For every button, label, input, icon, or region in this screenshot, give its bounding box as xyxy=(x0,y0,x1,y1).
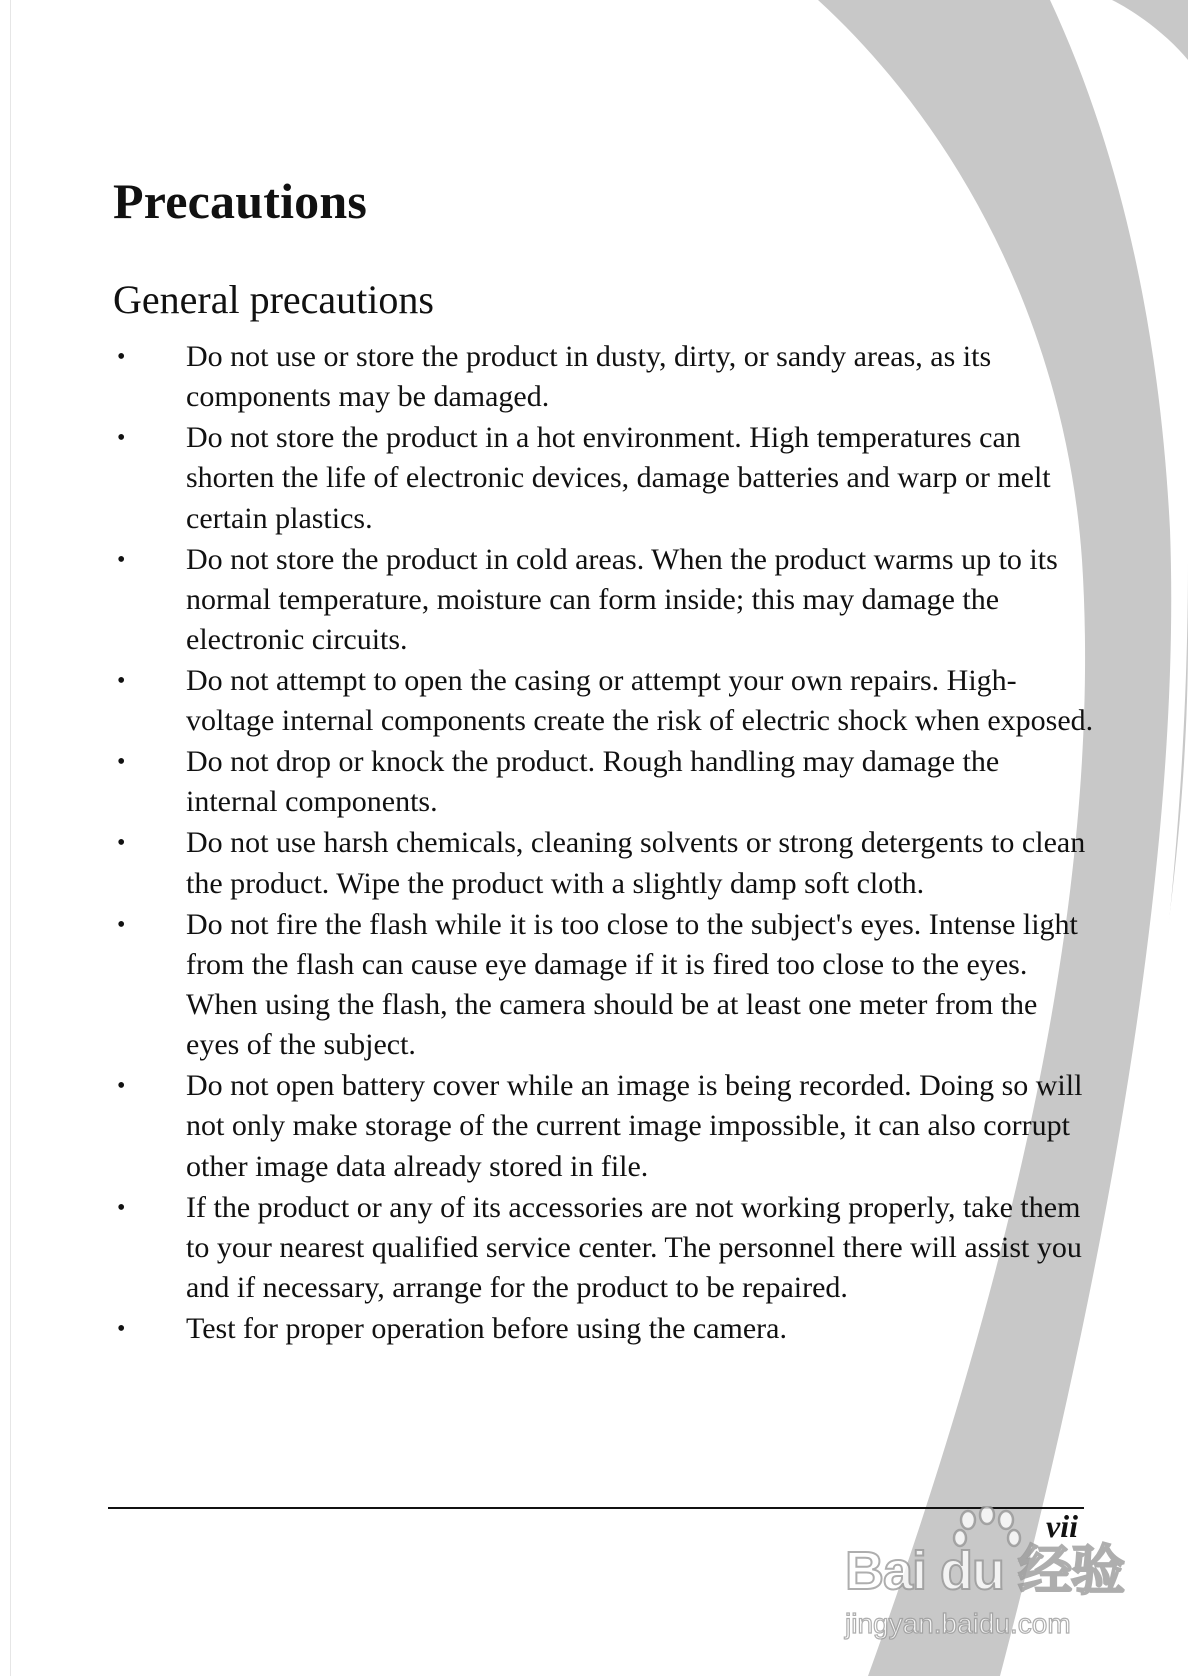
bullet: • xyxy=(117,911,126,938)
list-item-text: Do not open battery cover while an image is being recorded. Doing so will not only make storage of the current image impossible, it can also corrupt other image data already stored in file. xyxy=(186,1069,1083,1183)
list-item xyxy=(113,823,1098,903)
list-item xyxy=(113,1066,1098,1187)
list-item xyxy=(113,337,1098,417)
precautions-list xyxy=(113,337,1098,1350)
list-item xyxy=(113,661,1098,741)
bullet: • xyxy=(117,1316,126,1343)
bullet: • xyxy=(117,830,126,857)
list-item xyxy=(113,540,1098,661)
page-title: Precautions xyxy=(113,173,368,229)
list-item xyxy=(113,1309,1098,1349)
list-item-text: Do not attempt to open the casing or attempt your own repairs. High-voltage internal components create the risk of electric shock when exposed. xyxy=(186,664,1094,738)
bullet: • xyxy=(117,1194,126,1221)
list-item-text: Do not store the product in cold areas. When the product warms up to its normal temperature, moisture can form inside; this may damage the electronic circuits. xyxy=(186,542,1058,657)
page-edge-line xyxy=(10,0,11,1676)
list-item-text: Do not drop or knock the product. Rough handling may damage the internal components. xyxy=(186,745,1000,819)
bullet: • xyxy=(117,344,126,370)
list-item xyxy=(113,742,1098,822)
bullet: • xyxy=(117,668,126,695)
bullet: • xyxy=(117,749,126,776)
bullet: • xyxy=(117,425,126,452)
baidu-url: jingyan.baidu.com xyxy=(845,1608,1071,1639)
bullet: • xyxy=(117,1073,126,1100)
bullet: • xyxy=(117,546,126,573)
baidu-logo-text: Bai du 经验 xyxy=(845,1541,1125,1601)
list-item xyxy=(113,905,1098,1066)
list-item-text: Do not fire the flash while it is too close to the subject's eyes. Intense light from the flash can cause eye damage if it is fired too close to the eyes. When using the flash, the camera should be at least one meter from the eyes of the subject. xyxy=(186,907,1078,1062)
list-item-text: Do not use or store the product in dusty, dirty, or sandy areas, as its components may be damaged. xyxy=(186,340,992,414)
baidu-watermark xyxy=(845,1500,1135,1660)
list-item xyxy=(113,418,1098,539)
list-item-text: Do not use harsh chemicals, cleaning solvents or strong detergents to clean the product. Wipe the product with a slightly damp soft cloth. xyxy=(186,826,1086,900)
list-item-text: Test for proper operation before using the camera. xyxy=(186,1312,787,1346)
list-item-text: Do not store the product in a hot environment. High temperatures can shorten the life of electronic devices, damage batteries and warp or melt certain plastics. xyxy=(186,421,1051,535)
list-item xyxy=(113,1188,1098,1309)
list-item-text: If the product or any of its accessories are not working properly, take them to your nearest qualified service center. The personnel there will assist you and if necessary, arrange for the product to be repaired. xyxy=(186,1190,1082,1305)
page-number: vii xyxy=(1046,1508,1078,1544)
section-title: General precautions xyxy=(113,277,434,322)
